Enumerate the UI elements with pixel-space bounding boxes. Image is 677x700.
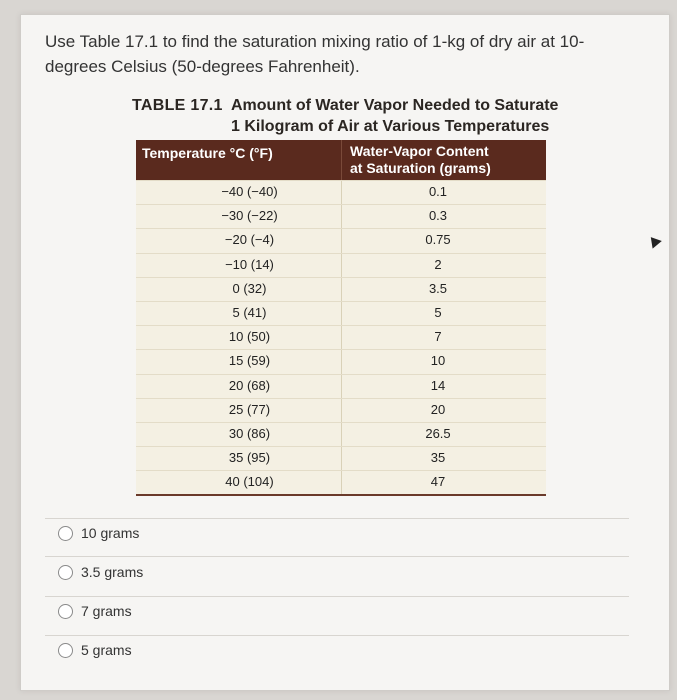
option-divider — [45, 596, 629, 597]
table-row — [136, 277, 546, 301]
temp-cell: 5 (41) — [232, 304, 267, 320]
temp-cell: 10 (50) — [228, 329, 271, 345]
option-7-grams[interactable] — [58, 603, 132, 619]
table-row — [136, 446, 546, 470]
content-cell: 7 — [341, 326, 546, 349]
temp-cell: 20 (68) — [228, 377, 271, 393]
table-row — [136, 325, 546, 349]
content-cell: 26.5 — [341, 423, 546, 446]
radio-button[interactable] — [58, 565, 73, 580]
table-caption-line1: Amount of Water Vapor Needed to Saturate — [231, 97, 559, 114]
table-row — [136, 228, 546, 252]
content-cell: 0.3 — [341, 205, 546, 228]
option-5-grams[interactable] — [58, 642, 132, 658]
content-cell: 35 — [341, 447, 546, 470]
table-row — [136, 349, 546, 373]
option-label: 3.5 grams — [81, 564, 144, 580]
table-row — [136, 180, 546, 204]
content-cell: 0.75 — [341, 229, 546, 252]
table-row — [136, 253, 546, 277]
radio-button[interactable] — [58, 604, 73, 619]
water-vapor-header — [341, 140, 546, 180]
temp-cell: −20 (−4) — [224, 232, 275, 248]
content-cell: 0.1 — [341, 181, 546, 204]
option-label: 7 grams — [81, 603, 132, 619]
temp-cell: 0 (32) — [232, 280, 267, 296]
content-cell: 47 — [341, 471, 546, 494]
temp-cell: 35 (95) — [228, 450, 271, 466]
option-label: 5 grams — [81, 642, 132, 658]
temp-cell: 15 (59) — [228, 353, 271, 369]
table-row — [136, 204, 546, 228]
option-10-grams[interactable] — [58, 525, 139, 541]
data-table — [136, 140, 546, 496]
table-label: TABLE 17.1 — [132, 97, 223, 114]
option-divider — [45, 518, 629, 519]
temp-cell: −30 (−22) — [221, 208, 278, 224]
temp-cell: −10 (14) — [225, 256, 274, 272]
table-row — [136, 301, 546, 325]
option-divider — [45, 635, 629, 636]
table-row — [136, 470, 546, 494]
radio-button[interactable] — [58, 643, 73, 658]
table-row — [136, 398, 546, 422]
temperature-header: Temperature °C (°F) — [142, 145, 273, 161]
water-vapor-header-line1: Water-Vapor Content — [350, 143, 489, 159]
water-vapor-header-line2: at Saturation (grams) — [350, 160, 491, 176]
temp-cell: 25 (77) — [228, 401, 271, 417]
temp-cell: 30 (86) — [228, 425, 271, 441]
table-body — [136, 180, 546, 494]
question-text: Use Table 17.1 to find the saturation mixing ratio of 1-kg of dry air at 10-degrees Celsius (50-degrees Fahrenheit). — [45, 32, 585, 76]
option-label: 10 grams — [81, 525, 140, 541]
table-caption-line2: 1 Kilogram of Air at Various Temperatures — [231, 118, 550, 135]
table-row — [136, 374, 546, 398]
table-title — [132, 95, 559, 135]
option-divider — [45, 556, 629, 557]
table-row — [136, 422, 546, 446]
content-cell: 5 — [341, 302, 546, 325]
table-header — [136, 140, 546, 180]
radio-button[interactable] — [58, 526, 73, 541]
option-3-5-grams[interactable] — [58, 564, 143, 580]
content-cell: 2 — [341, 254, 546, 277]
temp-cell: −40 (−40) — [221, 184, 278, 199]
content-cell: 3.5 — [341, 278, 546, 301]
content-cell: 14 — [341, 375, 546, 398]
question-card — [20, 14, 670, 691]
content-cell: 20 — [341, 399, 546, 422]
content-cell: 10 — [341, 350, 546, 373]
temp-cell: 40 (104) — [225, 474, 274, 490]
